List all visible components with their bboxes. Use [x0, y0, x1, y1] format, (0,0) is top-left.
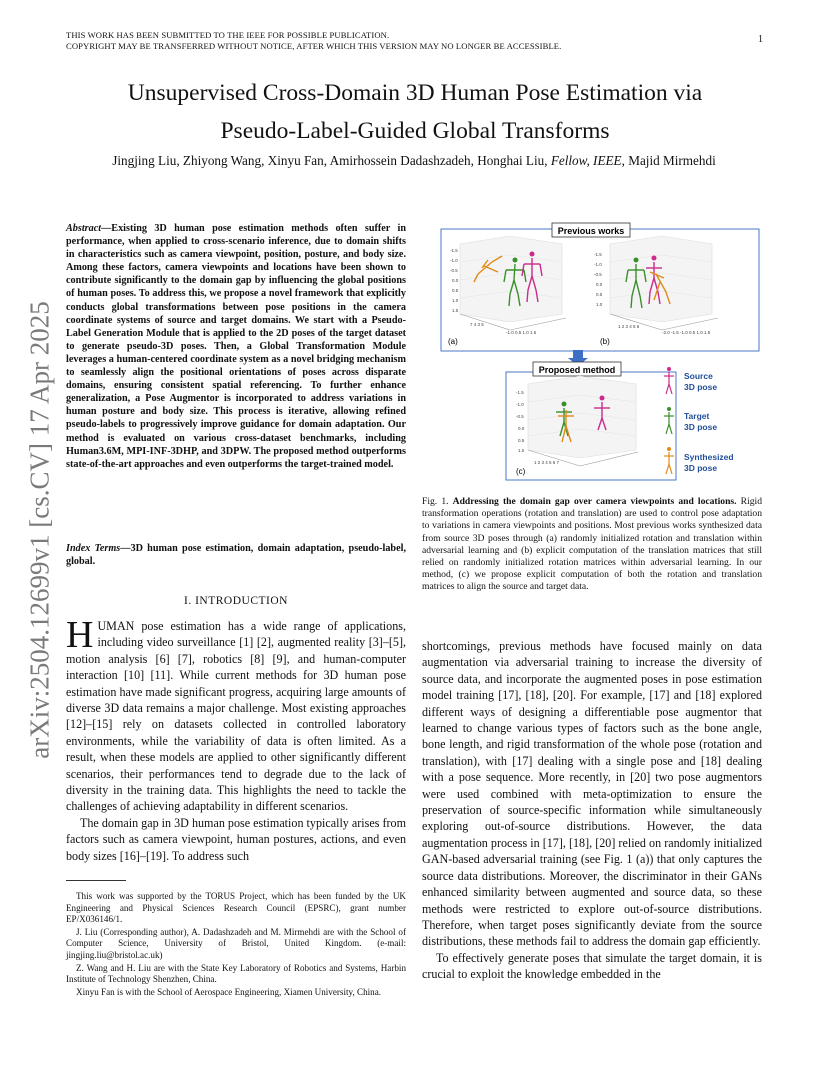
plot-b — [594, 236, 718, 346]
page-number: 1 — [758, 34, 763, 45]
author-fellow: Fellow, IEEE — [550, 153, 622, 168]
paper-title-line2: Pseudo-Label-Guided Global Transforms — [220, 118, 610, 144]
legend-target-line1: Target — [684, 411, 710, 421]
legend-source-line2: 3D pose — [684, 382, 718, 392]
footnote-affiliation-xmu: Xinyu Fan is with the School of Aerospace Engineering, Xiamen University, China. — [76, 986, 382, 997]
intro-paragraph-2: The domain gap in 3D human pose estimation typically arises from factors such as camera viewpoint, human postures, actions, and even body sizes [16]–[19]. To address such — [66, 815, 406, 863]
figure-caption — [422, 496, 762, 594]
svg-text:0.0: 0.0 — [518, 426, 525, 431]
section-title: I. INTRODUCTION — [184, 595, 288, 607]
author-names: Jingjing Liu, Zhiyong Wang, Xinyu Fan, Amirhossein Dadashzadeh, Honghai Liu, — [112, 153, 548, 168]
legend-source-line1: Source — [684, 371, 713, 381]
legend-target-line2: 3D pose — [684, 422, 718, 432]
intro-text — [66, 614, 406, 864]
caption-text: Rigid transformation operations (rotation and translation) are used to control pose adaptation to variations in camera viewpoints and positions. Most previous works synthesized data from source 3D poses through (a) randomly initialized rotation and translation within adversarial learning and (b) explicit computation of the translation matrices that still relied on randomly initialized rotation matrices within adversarial learning. In our method, (c) we propose explicit computation of both the rotation and translation matrices to align the source and target data. — [422, 496, 762, 593]
right-paragraph-1: shortcomings, previous methods have focused mainly on data augmentation via adversarial training to increase the diversity of source data, and incorporate the augmented poses in pose estimation model training [17], [18], [20]. For example, [17] and [18] explored different ways of designing a differentiable pose augmentor that learned to change various types of factors such as the bone angle, bone length, and rigid transformation of the whole pose (rotation and translation), with [17] dealing with a single pose and [18] dealing with a pose sequence. More recently, in [20] two pose augmentors were used combined with meta-optimization to ensure the preservation of source-specific information while simultaneously exploring out-of-source distributions. However, the data augmentation process in [17], [18], [20] relied on randomly initialized GAN-based adversarial training (see Fig. 1 (a)) that only captures the source data distributions. Moreover, the discriminator in their GANs enhanced similarity between augmented and source data, so these methods were restricted to explore out-of-source distributions. Therefore, when target poses significantly deviate from the source distributions, these methods fail to address the domain gap efficiently. — [422, 639, 762, 949]
svg-text:0.5: 0.5 — [518, 438, 525, 443]
abstract — [66, 222, 406, 471]
legend-synth-line1: Synthesized — [684, 452, 734, 462]
paper-title — [80, 74, 750, 150]
svg-text:1.0: 1.0 — [596, 302, 603, 307]
footnote-funding: This work was supported by the TORUS Project, which has been funded by the UK Engineering and Physical Sciences Research Council (EPSRC), grant number EP/X036146/1. — [66, 891, 406, 925]
svg-text:-0.5: -0.5 — [516, 414, 524, 419]
ieee-notice-line1: THIS WORK HAS BEEN SUBMITTED TO THE IEEE FOR POSSIBLE PUBLICATION. — [66, 30, 390, 40]
figure-legend — [664, 367, 734, 474]
plot-a-label: (a) — [448, 337, 458, 346]
svg-text:7 4 3 5: 7 4 3 5 — [470, 322, 484, 327]
svg-text:0.0: 0.0 — [596, 282, 603, 287]
dropcap: H — [66, 614, 94, 656]
svg-text:1 2 3 4 5 6 7: 1 2 3 4 5 6 7 — [534, 460, 560, 465]
svg-text:1.5: 1.5 — [452, 308, 459, 313]
svg-text:0.5: 0.5 — [452, 288, 459, 293]
svg-text:-1.0: -1.0 — [450, 258, 458, 263]
legend-synth-line2: 3D pose — [684, 463, 718, 473]
paper-title-line1: Unsupervised Cross-Domain 3D Human Pose Estimation via — [127, 80, 703, 106]
svg-text:-0.5: -0.5 — [450, 268, 458, 273]
svg-text:0.5: 0.5 — [596, 292, 603, 297]
svg-text:-1.5: -1.5 — [516, 390, 524, 395]
ieee-notice-line2: COPYRIGHT MAY BE TRANSFERRED WITHOUT NOTICE, AFTER WHICH THIS VERSION MAY NO LONGER BE ACCESSIBLE. — [66, 41, 562, 51]
svg-text:0.0: 0.0 — [452, 278, 459, 283]
index-terms — [66, 542, 406, 568]
plot-a — [448, 236, 566, 346]
plot-c-label: (c) — [516, 467, 526, 476]
figure-1 — [440, 222, 760, 484]
intro-p1-text: UMAN pose estimation has a wide range of applications, including video surveillance [1] [2], augmented reality [3]–[5], motion analysis [6] [7], robotics [8] [9], and human-computer interaction [10] [11]. While current methods for 3D human pose estimation have made significant progress, acquiring large amounts of diverse 3D data remains a major challenge. Most existing approaches [12]–[15] rely on datasets collected in controlled laboratory environments, while the variability of data is often limited. As a result, when these models are applied to other significantly different scenarios, their performances tend to degrade due to the lack of diversity in the training data. This highlights the need to tackle the challenges of achieving adaptability in different scenarios. — [66, 619, 406, 814]
footnote-corresponding: J. Liu (Corresponding author), A. Dadashzadeh and M. Mirmehdi are with the School of Computer Science, University of Bristol, United Kingdom. (e-mail: jingjing.liu@bristol.ac.uk) — [66, 926, 406, 960]
abstract-text: —Existing 3D human pose estimation methods often suffer in performance, when applied to cross-scenario inference, due to domain shifts in characteristics such as camera viewpoint, position, posture, and body size. Among these factors, camera viewpoints and locations have been shown to contribute significantly to the domain gap by influencing the global positions of human poses. To address this, we propose a novel framework that explicitly conducts global transformations between pose positions in the camera coordinate systems of source and target domains. We start with a Pseudo-Label Generation Module that is applied to the 2D poses of the target dataset to generate pseudo-3D poses. Then, a Global Transformation Module leverages a human-centered coordinate system as a novel bridging mechanism to seamlessly align the positional orientations of poses across disparate domains, ensuring consistent spatial referencing. To further enhance generalization, a Pose Augmentor is incorporated to address variations in human posture and body size. This process is iterative, allowing refined pseudo-labels to progressively improve guidance for domain adaptation. Our method is evaluated on various cross-dataset benchmarks, including Human3.6M, MPI-INF-3DHP, and 3DPW. The proposed method outperforms state-of-the-art approaches and even outperforms the target-trained model. — [66, 223, 406, 470]
ieee-notice — [66, 30, 561, 52]
arxiv-stamp — [20, 300, 60, 760]
abstract-label: Abstract — [66, 223, 102, 234]
svg-text:1.0: 1.0 — [518, 448, 525, 453]
plot-c — [516, 376, 638, 476]
footnote-rule — [66, 880, 126, 881]
footnote-affiliation-hit: Z. Wang and H. Liu are with the State Key Laboratory of Robotics and Systems, Harbin Institute of Technology Shenzhen, China. — [66, 962, 406, 985]
svg-text:1 2 3 4 5 6: 1 2 3 4 5 6 — [618, 324, 640, 329]
proposed-method-label: Proposed method — [538, 365, 616, 375]
arxiv-stamp-text: arXiv:2504.12699v1 [cs.CV] 17 Apr 2025 — [24, 301, 55, 759]
index-terms-text: —3D human pose estimation, domain adaptation, pseudo-label, global. — [66, 543, 406, 568]
svg-text:1.0: 1.0 — [452, 298, 459, 303]
author-list — [50, 152, 778, 170]
svg-text:-2.0 -1.5 -1.0 0.5 1.0 1.5: -2.0 -1.5 -1.0 0.5 1.0 1.5 — [662, 330, 711, 335]
legend-target-icon — [664, 412, 674, 434]
caption-label: Fig. 1. — [422, 496, 449, 507]
index-terms-label: Index Terms — [66, 543, 121, 554]
previous-works-label: Previous works — [557, 226, 625, 236]
author-last: , Majid Mirmehdi — [621, 153, 716, 168]
svg-text:-1.5: -1.5 — [450, 248, 458, 253]
right-column-text — [422, 638, 762, 983]
legend-synth-icon — [664, 452, 674, 474]
intro-paragraph-1 — [66, 614, 406, 815]
legend-source-icon — [664, 372, 674, 394]
right-paragraph-2: To effectively generate poses that simulate the target domain, it is crucial to exploit the knowledge embedded in the — [422, 950, 762, 982]
svg-text:-1.0 0.5 1.0 1.5: -1.0 0.5 1.0 1.5 — [506, 330, 537, 335]
plot-b-label: (b) — [600, 337, 610, 346]
svg-text:-1.0: -1.0 — [594, 262, 602, 267]
footnotes — [66, 891, 406, 999]
svg-text:-1.0: -1.0 — [516, 402, 524, 407]
svg-text:-1.5: -1.5 — [594, 252, 602, 257]
svg-text:-0.5: -0.5 — [594, 272, 602, 277]
caption-bold: Addressing the domain gap over camera viewpoints and locations. — [452, 496, 737, 507]
